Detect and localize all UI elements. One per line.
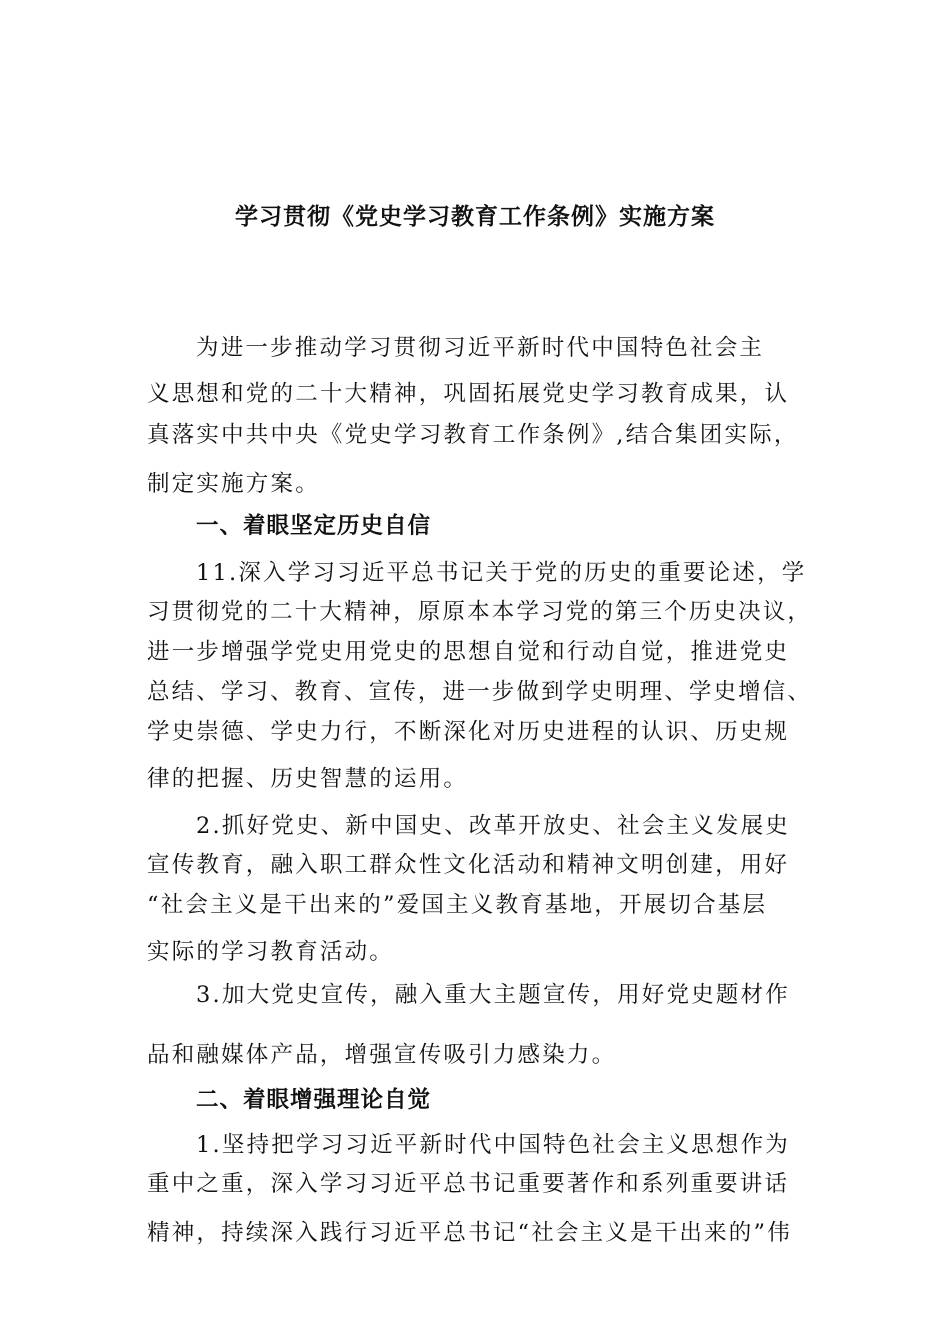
section-heading: 二、着眼增强理论自觉 xyxy=(196,1087,432,1113)
paragraph-line: 进一步增强学党史用党史的思想自觉和行动自觉，推进党史 xyxy=(147,639,790,665)
paragraph-line: 1.坚持把学习习近平新时代中国特色社会主义思想作为 xyxy=(196,1132,790,1158)
paragraph-line: 宣传教育，融入职工群众性文化活动和精神文明创建，用好 xyxy=(147,852,790,878)
intro-line: 真落实中共中央《党史学习教育工作条例》,结合集团实际， xyxy=(147,422,799,448)
section-heading: 一、着眼坚定历史自信 xyxy=(196,513,432,539)
intro-line: 义思想和党的二十大精神，巩固拓展党史学习教育成果，认 xyxy=(147,381,790,407)
paragraph-line: 总结、学习、教育、宣传，进一步做到学史明理、学史增信、 xyxy=(147,679,812,705)
paragraph-line: 学史崇德、学史力行，不断深化对历史进程的认识、历史规 xyxy=(147,719,790,745)
paragraph-line: 习贯彻党的二十大精神，原原本本学习党的第三个历史决议， xyxy=(147,599,812,625)
paragraph-line: 律的把握、历史智慧的运用。 xyxy=(147,766,469,792)
intro-line: 为进一步推动学习贯彻习近平新时代中国特色社会主 xyxy=(196,335,765,361)
paragraph-line: “社会主义是干出来的”爱国主义教育基地，开展切合基层 xyxy=(147,892,768,918)
paragraph-line: 品和融媒体产品，增强宣传吸引力感染力。 xyxy=(147,1042,617,1068)
paragraph-line: 实际的学习教育活动。 xyxy=(147,939,395,965)
intro-line: 制定实施方案。 xyxy=(147,471,320,497)
paragraph-line: 11.深入学习习近平总书记关于党的历史的重要论述，学 xyxy=(196,560,807,586)
paragraph-line: 2.抓好党史、新中国史、改革开放史、社会主义发展史 xyxy=(196,813,790,839)
paragraph-line: 精神，持续深入践行习近平总书记“社会主义是干出来的”伟 xyxy=(147,1220,792,1246)
document-title: 学习贯彻《党史学习教育工作条例》实施方案 xyxy=(235,204,715,230)
paragraph-line: 重中之重，深入学习习近平总书记重要著作和系列重要讲话 xyxy=(147,1171,790,1197)
paragraph-line: 3.加大党史宣传，融入重大主题宣传，用好党史题材作 xyxy=(196,982,790,1008)
